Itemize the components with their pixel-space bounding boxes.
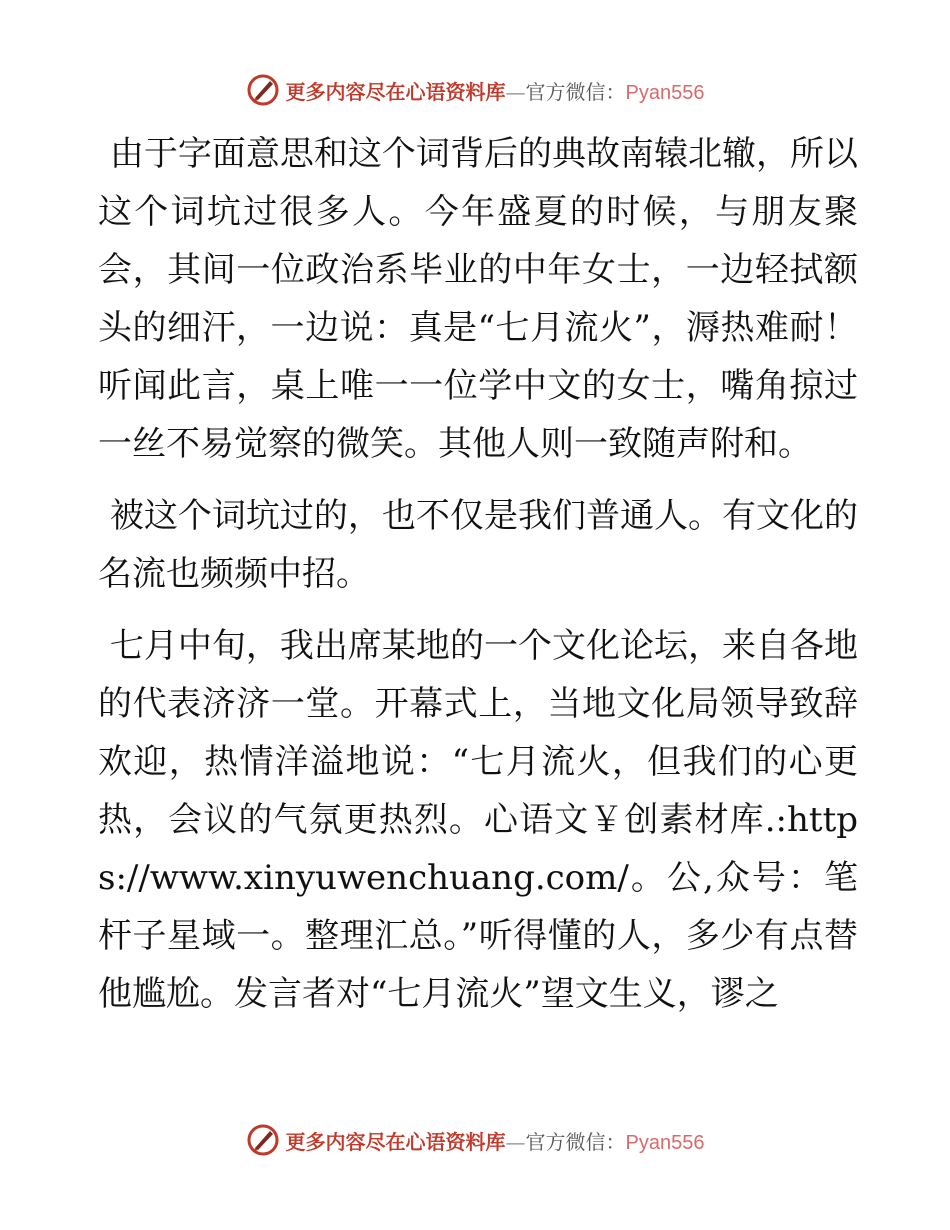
footer-watermark [0, 1120, 950, 1160]
paragraph-3: 七月中旬，我出席某地的一个文化论坛，来自各地的代表济济一堂。开幕式上，当地文化局领导致辞欢迎，热情洋溢地说：“七月流火，但我们的心更热，会议的气氛更热烈。心语文￥创素材库.:https://www.xinyuwenchuang.com/。公,众号：笔杆子星域一。整理汇总。”听得懂的人，多少有点替他尴尬。发言者对“七月流火”望文生义，谬之 [98, 626, 858, 1014]
document-body [98, 125, 858, 1037]
quill-logo-icon [246, 73, 280, 107]
header-brand: 更多内容尽在心语资料库 [285, 79, 506, 104]
header-handle: Pyan556 [625, 81, 705, 104]
header-watermark [0, 70, 950, 110]
header-banner-text [286, 76, 705, 105]
footer-dash: — [505, 1129, 526, 1154]
footer-brand: 更多内容尽在心语资料库 [285, 1129, 506, 1154]
paragraph-2: 被这个词坑过的，也不仅是我们普通人。有文化的名流也频频中招。 [98, 496, 858, 594]
header-dash: — [505, 79, 526, 104]
footer-official: 官方微信： [525, 1129, 626, 1154]
paragraph-1: 由于字面意思和这个词背后的典故南辕北辙，所以这个词坑过很多人。今年盛夏的时候，与朋友聚会，其间一位政治系毕业的中年女士，一边轻拭额头的细汗，一边说：真是“七月流火”，溽热难耐！听闻此言，桌上唯一一位学中文的女士，嘴角掠过一丝不易觉察的微笑。其他人则一致随声附和。 [98, 134, 858, 464]
footer-handle: Pyan556 [625, 1131, 705, 1154]
footer-banner-text [286, 1126, 705, 1155]
quill-logo-icon [246, 1123, 280, 1157]
header-official: 官方微信： [525, 79, 626, 104]
